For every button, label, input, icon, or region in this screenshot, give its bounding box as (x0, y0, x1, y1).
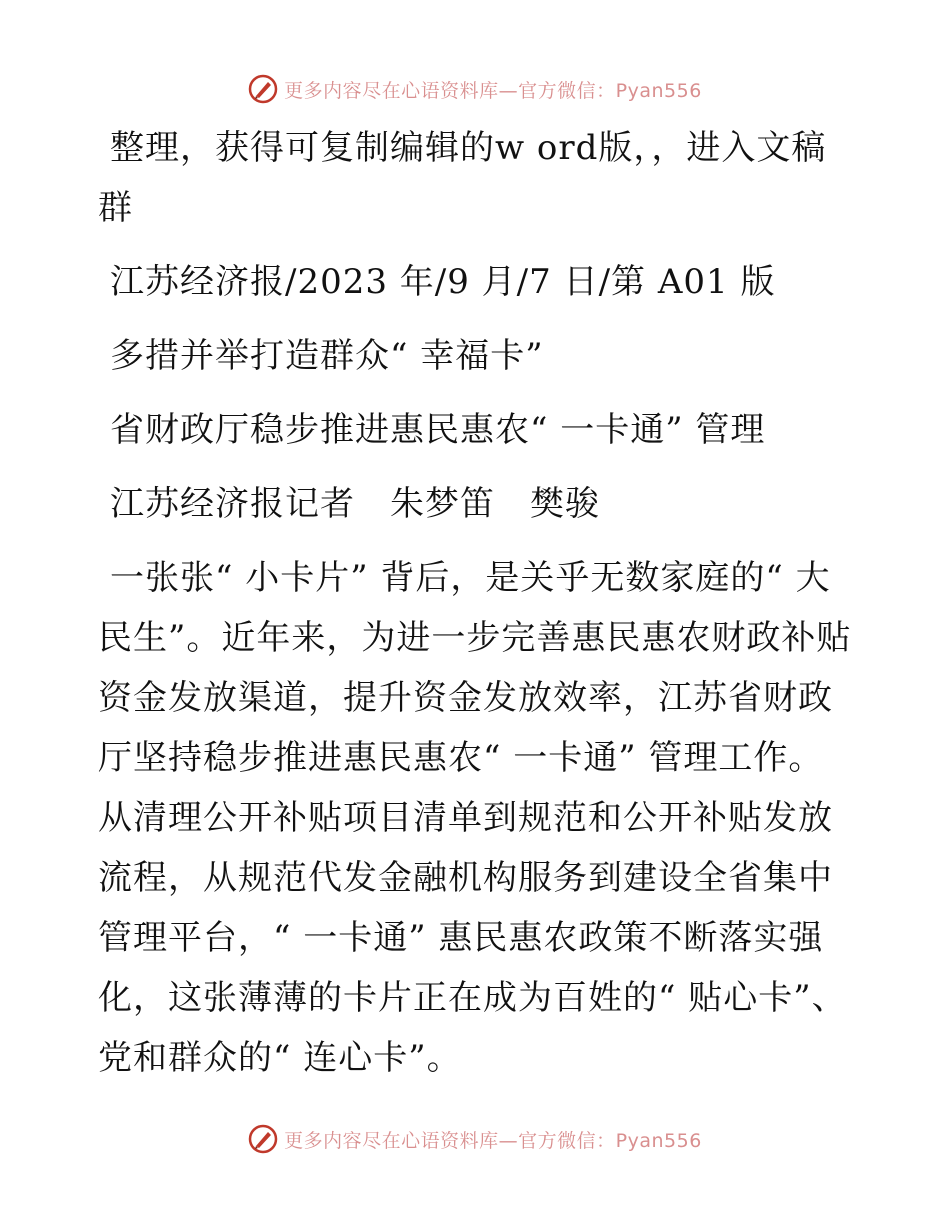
source-line: 江苏经济报/2023 年/9 月/7 日/第 A01 版 (110, 262, 776, 302)
pen-logo-icon (248, 1124, 278, 1154)
watermark-text: 更多内容尽在心语资料库—官方微信：Pyan556 (284, 1129, 702, 1152)
intro-paragraph: 整理，获得可复制编辑的w ord版，，进入文稿群 (98, 128, 827, 228)
pen-logo-icon (248, 74, 278, 104)
document-body (98, 118, 858, 1088)
header-watermark (0, 72, 950, 106)
article-paragraph: 一张张“ 小卡片” 背后，是关乎无数家庭的“ 大民生”。近年来，为进一步完善惠民惠农财政补贴资金发放渠道，提升资金发放效率，江苏省财政厅坚持稳步推进惠民惠农“ 一卡通” 管理工作。从清理公开补贴项目清单到规范和公开补贴发放流程，从规范代发金融机构服务到建设全省集中管理平台，“ 一卡通” 惠民惠农政策不断落实强化，这张薄薄的卡片正在成为百姓的“ 贴心卡”、党和群众的“ 连心卡”。 (98, 558, 852, 1078)
watermark-text: 更多内容尽在心语资料库—官方微信：Pyan556 (284, 79, 702, 102)
footer-watermark (0, 1122, 950, 1156)
headline: 多措并举打造群众“ 幸福卡” (110, 336, 544, 376)
byline: 江苏经济报记者 朱梦笛 樊骏 (110, 484, 600, 524)
subheadline: 省财政厅稳步推进惠民惠农“ 一卡通” 管理 (110, 410, 766, 450)
